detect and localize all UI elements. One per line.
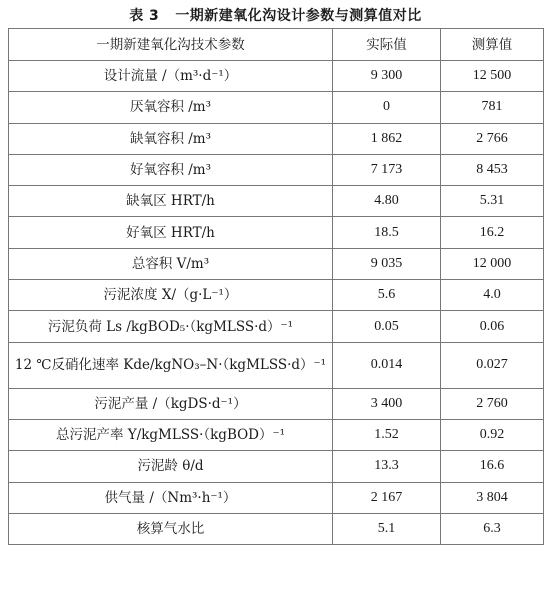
- parameter-cell: 缺氧容积 /m³: [9, 123, 333, 154]
- calculated-value-cell: 3 804: [441, 482, 544, 513]
- actual-value-cell: 9 035: [333, 248, 441, 279]
- calculated-value-cell: 4.0: [441, 280, 544, 311]
- parameter-cell: 总污泥产率 Y/kgMLSS·（kgBOD）⁻¹: [9, 419, 333, 450]
- actual-value-cell: 13.3: [333, 451, 441, 482]
- actual-value-cell: 0: [333, 92, 441, 123]
- calculated-value-cell: 2 760: [441, 388, 544, 419]
- table-row: [9, 92, 544, 123]
- parameter-cell: 好氧区 HRT/h: [9, 217, 333, 248]
- header-parameter: 一期新建氧化沟技术参数: [9, 29, 333, 61]
- header-calculated-value: 测算值: [441, 29, 544, 61]
- table-row: [9, 311, 544, 342]
- calculated-value-cell: 2 766: [441, 123, 544, 154]
- table-row: [9, 217, 544, 248]
- calculated-value-cell: 781: [441, 92, 544, 123]
- actual-value-cell: 0.05: [333, 311, 441, 342]
- actual-value-cell: 1 862: [333, 123, 441, 154]
- parameter-cell: 总容积 V/m³: [9, 248, 333, 279]
- parameter-cell: 12 ℃反硝化速率 Kde/kgNO₃–N·（kgMLSS·d）⁻¹: [9, 342, 333, 388]
- table-header-row: [9, 29, 544, 61]
- parameter-cell: 厌氧容积 /m³: [9, 92, 333, 123]
- table-caption: [8, 6, 543, 28]
- table-title: 一期新建氧化沟设计参数与测算值对比: [175, 8, 422, 24]
- calculated-value-cell: 12 000: [441, 248, 544, 279]
- actual-value-cell: 2 167: [333, 482, 441, 513]
- table-row: [9, 186, 544, 217]
- table-row: [9, 482, 544, 513]
- actual-value-cell: 1.52: [333, 419, 441, 450]
- actual-value-cell: 5.6: [333, 280, 441, 311]
- calculated-value-cell: 6.3: [441, 513, 544, 544]
- header-actual-value: 实际值: [333, 29, 441, 61]
- parameter-cell: 设计流量 /（m³·d⁻¹）: [9, 61, 333, 92]
- parameter-cell: 核算气水比: [9, 513, 333, 544]
- table-row: [9, 248, 544, 279]
- actual-value-cell: 9 300: [333, 61, 441, 92]
- actual-value-cell: 18.5: [333, 217, 441, 248]
- actual-value-cell: 5.1: [333, 513, 441, 544]
- calculated-value-cell: 16.2: [441, 217, 544, 248]
- table-row: [9, 513, 544, 544]
- calculated-value-cell: 5.31: [441, 186, 544, 217]
- parameter-cell: 污泥浓度 X/（g·L⁻¹）: [9, 280, 333, 311]
- actual-value-cell: 7 173: [333, 154, 441, 185]
- calculated-value-cell: 0.92: [441, 419, 544, 450]
- parameter-cell: 供气量 /（Nm³·h⁻¹）: [9, 482, 333, 513]
- table-row: [9, 419, 544, 450]
- actual-value-cell: 0.014: [333, 342, 441, 388]
- parameter-comparison-table: [8, 28, 544, 545]
- table-row: [9, 388, 544, 419]
- calculated-value-cell: 12 500: [441, 61, 544, 92]
- table-row: [9, 61, 544, 92]
- table-row: [9, 154, 544, 185]
- actual-value-cell: 4.80: [333, 186, 441, 217]
- table-number: 表 3: [129, 8, 160, 24]
- parameter-cell: 好氧容积 /m³: [9, 154, 333, 185]
- calculated-value-cell: 0.027: [441, 342, 544, 388]
- calculated-value-cell: 0.06: [441, 311, 544, 342]
- calculated-value-cell: 8 453: [441, 154, 544, 185]
- table-row: [9, 451, 544, 482]
- table-row: [9, 280, 544, 311]
- parameter-cell: 污泥产量 /（kgDS·d⁻¹）: [9, 388, 333, 419]
- parameter-cell: 污泥龄 θ/d: [9, 451, 333, 482]
- calculated-value-cell: 16.6: [441, 451, 544, 482]
- parameter-cell: 缺氧区 HRT/h: [9, 186, 333, 217]
- actual-value-cell: 3 400: [333, 388, 441, 419]
- table-row: [9, 123, 544, 154]
- parameter-cell: 污泥负荷 Ls /kgBOD₅·（kgMLSS·d）⁻¹: [9, 311, 333, 342]
- table-row: [9, 342, 544, 388]
- table-body: [9, 61, 544, 545]
